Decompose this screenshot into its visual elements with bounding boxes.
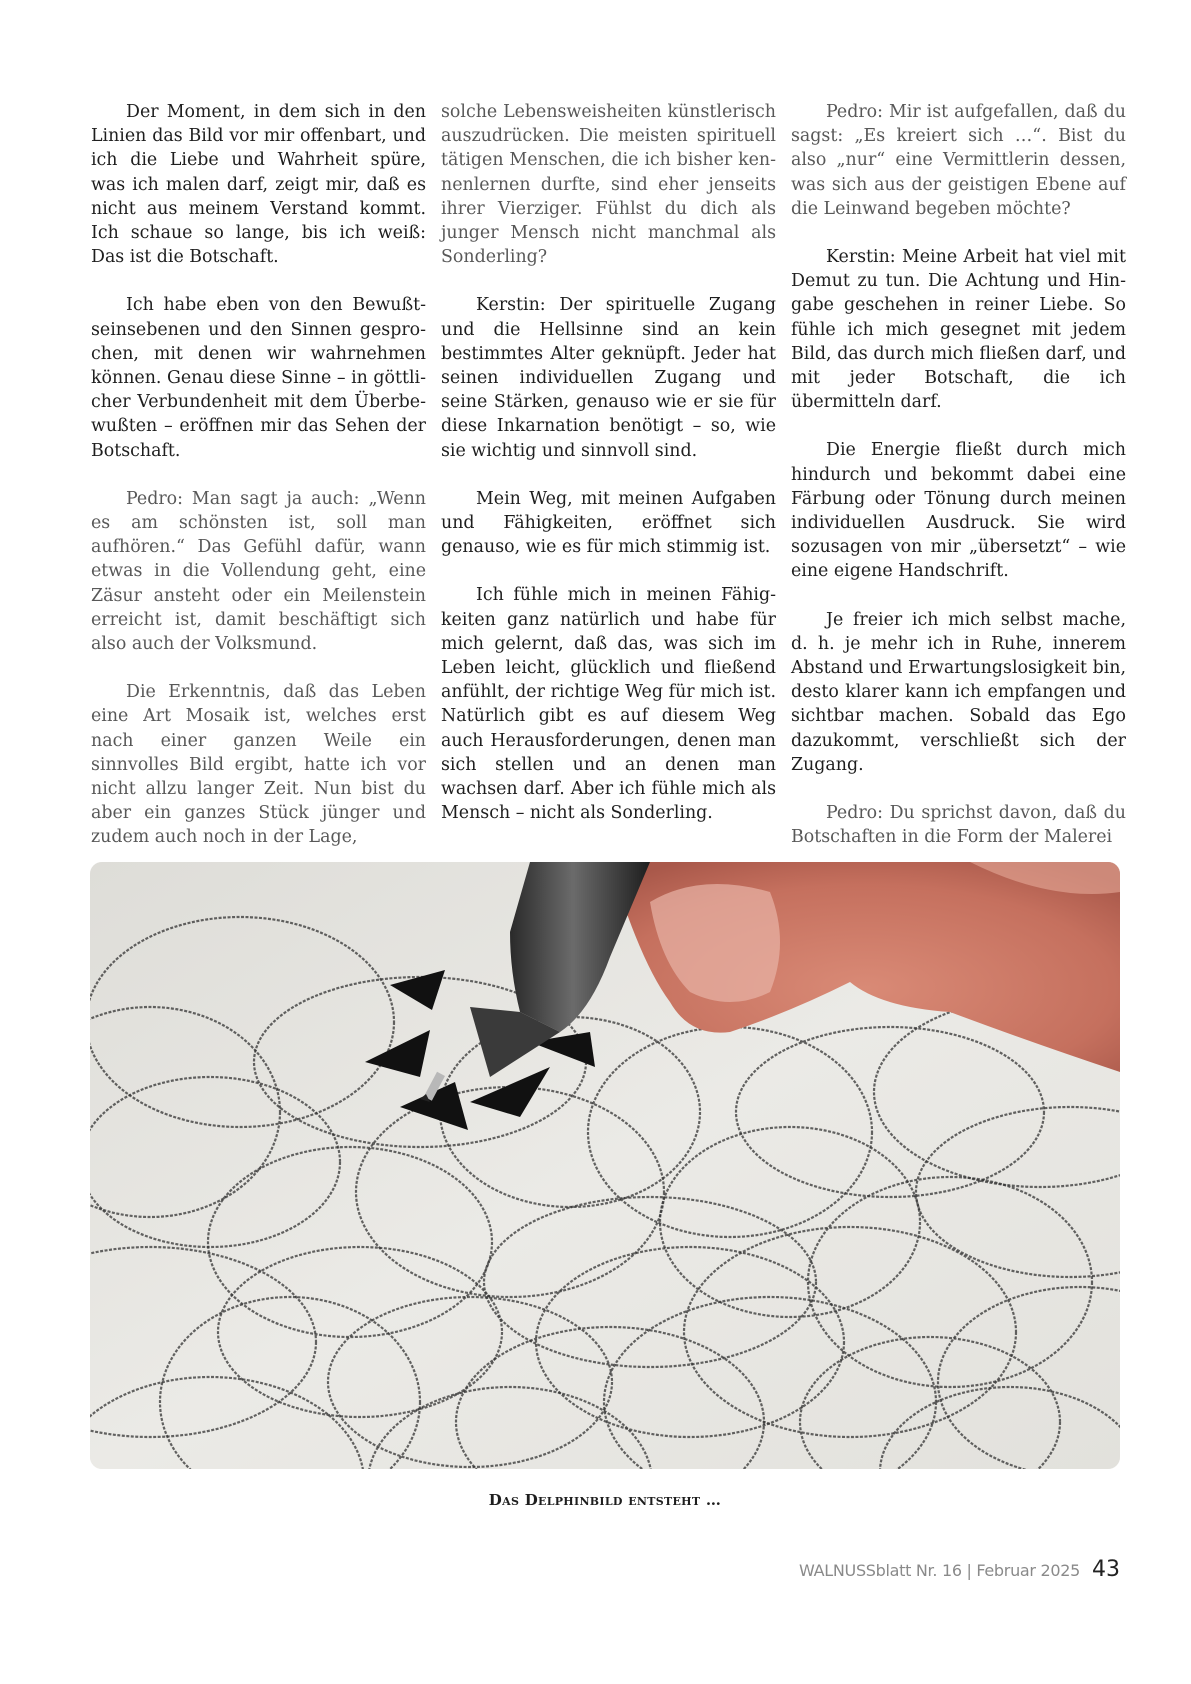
paragraph: Der Moment, in dem sich in den Linien das Bild vor mir offenbart, und ich die Liebe und Wahrheit spüre, was ich malen darf, zeigt mir, daß es nicht aus meinem Verstand kommt. Ich schaue so lange, bis ich weiß: Das ist die Botschaft. bbox=[91, 102, 426, 268]
paragraph: solche Lebensweisheiten künstlerisch auszudrücken. Die meisten spirituell tätigen Menschen, die ich bisher kennenlernen durfte, sind eher jenseits ihrer Vierziger. Fühlst du dich als junger Mensch nicht manchmal als Sonderling? bbox=[441, 102, 776, 268]
paragraph: Pedro: Du sprichst davon, daß du Botschaften in die Form der Malerei bbox=[791, 803, 1126, 848]
page-number: 43 bbox=[1092, 1557, 1120, 1582]
paragraph: Pedro: Man sagt ja auch: „Wenn es am schönsten ist, soll man aufhören.“ Das Gefühl dafür, wann etwas in die Vollendung geht, eine Zäsur ansteht oder ein Meilenstein erreicht ist, damit beschäftigt sich also auch der Volksmund. bbox=[91, 488, 426, 655]
article-photo bbox=[90, 862, 1120, 1469]
paragraph: Pedro: Mir ist aufgefallen, daß du sagst: „Es kreiert sich …“. Bist du also „nur“ eine Vermittlerin dessen, was sich aus der geistigen Ebene auf die Leinwand begeben möchte? bbox=[791, 102, 1126, 219]
page-footer bbox=[799, 1557, 1120, 1582]
text-column-3 bbox=[791, 100, 1126, 849]
photo-caption: Das Delphinbild entsteht … bbox=[488, 1491, 722, 1509]
paragraph: Kerstin: Der spirituelle Zugang und die Hellsinne sind an kein bestimmtes Alter geknüpft. Jeder hat seinen individuellen Zugang und seine Stärken, genauso wie er sie für diese Inkarnation benötigt – so, wie sie wichtig und sinnvoll sind. bbox=[441, 295, 776, 461]
paragraph: Kerstin: Meine Arbeit hat viel mit Demut zu tun. Die Achtung und Hingabe geschehen in reiner Liebe. So fühle ich mich gesegnet mit jedem Bild, das durch mich fließen darf, und mit jeder Botschaft, die ich übermitteln darf. bbox=[791, 247, 1126, 413]
text-column-2 bbox=[441, 100, 776, 825]
paragraph: Mein Weg, mit meinen Aufgaben und Fähigkeiten, eröffnet sich genauso, wie es für mich stimmig ist. bbox=[441, 488, 776, 558]
publication-info: WALNUSSblatt Nr. 16 | Februar 2025 bbox=[798, 1561, 1080, 1580]
text-column-1 bbox=[91, 100, 426, 850]
paragraph: Je freier ich mich selbst mache, d. h. je mehr ich in Ruhe, innerem Abstand und Erwartungslosigkeit bin, desto klarer kann ich empfangen und sichtbar machen. Sobald das Ego dazukommt, verschließt sich der Zugang. bbox=[791, 609, 1126, 775]
paragraph: Die Erkenntnis, daß das Leben eine Art Mosaik ist, welches erst nach einer ganzen Weile ein sinnvolles Bild ergibt, hatte ich vor nicht allzu langer Zeit. Nun bist du aber ein ganzes Stück jünger und zudem auch noch in der Lage, bbox=[91, 682, 426, 848]
paragraph: Die Energie fließt durch mich hindurch und bekommt dabei eine Färbung oder Tönung durch meinen individuellen Ausdruck. Sie wird sozusagen von mir „übersetzt“ – wie eine eigene Handschrift. bbox=[791, 440, 1126, 582]
drawing-photo-illustration bbox=[90, 862, 1120, 1469]
paragraph: Ich habe eben von den Bewußtseinsebenen und den Sinnen gesprochen, mit denen wir wahrnehmen können. Genau diese Sinne – in göttlicher Verbundenheit mit dem Überbewußten – eröffnen mir das Sehen der Botschaft. bbox=[91, 295, 426, 461]
paragraph: Ich fühle mich in meinen Fähigkeiten ganz natürlich und habe für mich gelernt, daß das, was sich im Leben leicht, glücklich und fließend anfühlt, der richtige Weg für mich ist. Natürlich gibt es auf diesem Weg auch Herausforderungen, denen man sich stellen und an denen man wachsen darf. Aber ich fühle mich als Mensch – nicht als Sonderling. bbox=[441, 585, 776, 824]
